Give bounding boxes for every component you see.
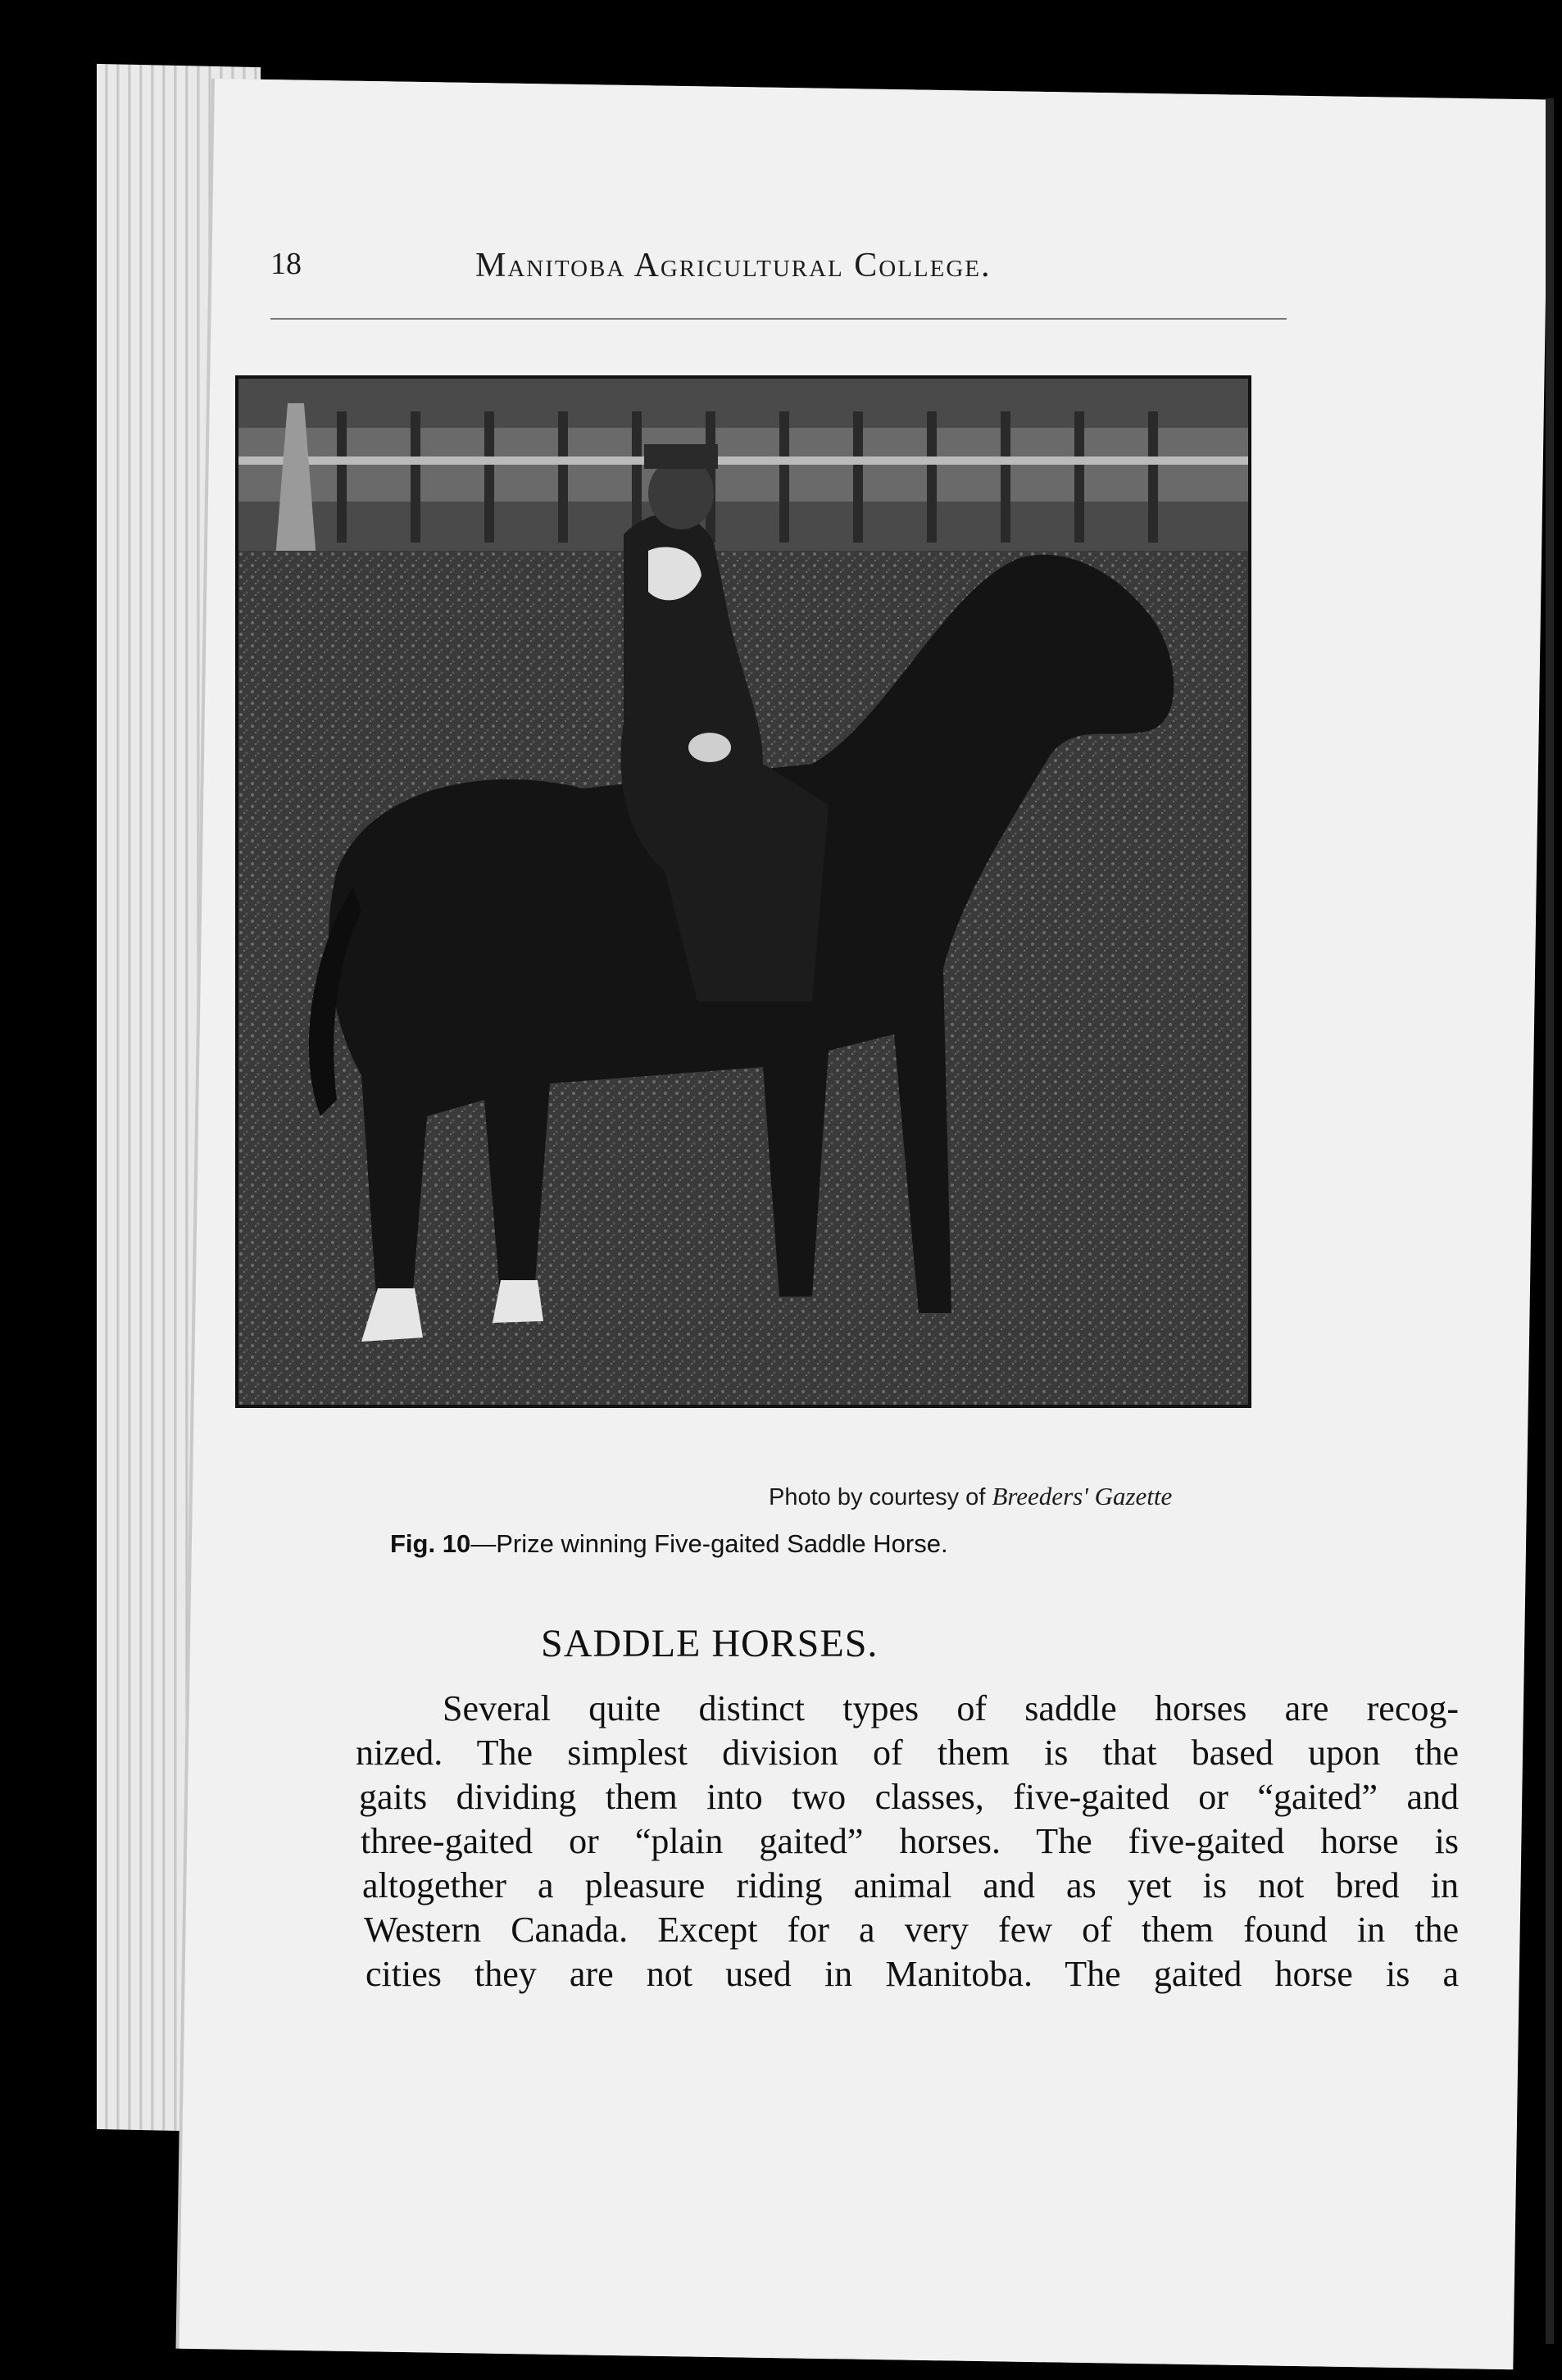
credit-prefix: Photo by courtesy of	[769, 1484, 992, 1510]
page-right-edge	[1546, 98, 1554, 2344]
paragraph-line: cities they are not used in Manitoba. The gaited horse is a	[366, 1954, 1459, 1994]
paragraph-line: Several quite distinct types of saddle horses are recog-	[443, 1688, 1459, 1728]
running-title: Manitoba Agricultural College.	[475, 247, 992, 284]
photo-credit	[769, 1482, 1172, 1511]
horse-photo	[235, 375, 1251, 1408]
page-number: 18	[270, 247, 302, 281]
horse-photo-icon	[238, 379, 1248, 1405]
section-heading: SADDLE HORSES.	[541, 1622, 879, 1665]
paragraph-line: altogether a pleasure riding animal and as yet is not bred in	[362, 1865, 1459, 1905]
figure-caption	[390, 1529, 948, 1559]
paragraph-line: three-gaited or “plain gaited” horses. The five-gaited horse is	[361, 1821, 1459, 1861]
body-paragraph	[356, 1687, 1459, 1996]
paragraph-line: Western Canada. Except for a very few of them found in the	[364, 1910, 1459, 1950]
credit-source: Breeders' Gazette	[992, 1482, 1173, 1510]
paragraph-line: nized. The simplest division of them is that based upon the	[356, 1733, 1459, 1773]
paragraph-line: gaits dividing them into two classes, five-gaited or “gaited” and	[359, 1777, 1459, 1817]
figure-label: Fig. 10	[390, 1529, 471, 1558]
caption-text: —Prize winning Five-gaited Saddle Horse.	[470, 1529, 948, 1558]
header-rule	[270, 318, 1287, 320]
